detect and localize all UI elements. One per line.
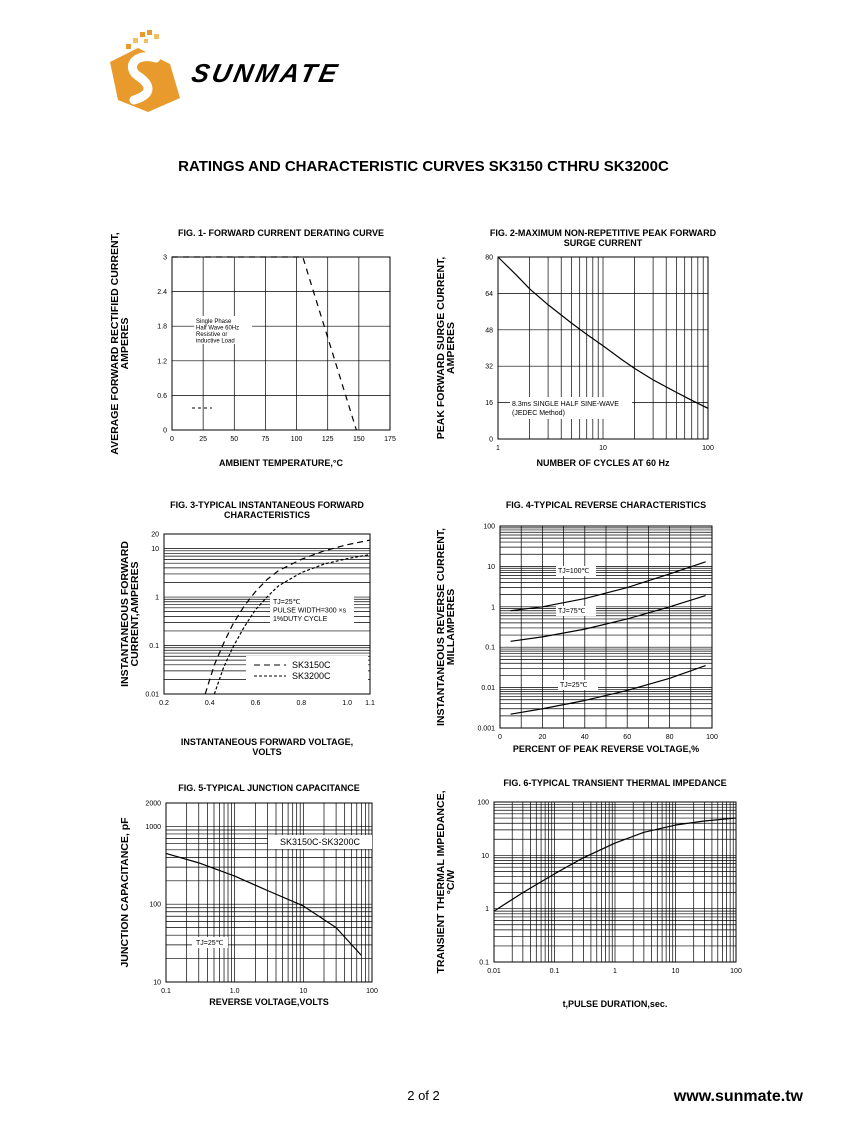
fig4-chart [434,495,734,765]
fig3-y-axis-label: INSTANTANEOUS FORWARD [119,541,131,687]
fig3-annotation-text: PULSE WIDTH=300 ×s [273,607,347,615]
fig4-series-label: TJ=100℃ [558,568,590,575]
fig5-legend-label: SK3150C-SK3200C [280,837,361,847]
fig3-annotation-text: TJ=25℃ [273,599,301,606]
fig5-x-axis-label: REVERSE VOLTAGE,VOLTS [209,997,329,1007]
fig3-y-tick-label: 10 [151,546,159,554]
fig4-y-tick-label: 10 [487,563,495,571]
fig2-y-tick-label: 0 [489,436,493,444]
fig1-y-axis-label: AMPERES [119,317,131,370]
fig4-series-tj-25- [511,666,706,715]
fig4-y-tick-label: 0.001 [477,725,495,733]
fig1-x-tick-label: 150 [353,436,365,443]
fig2-x-tick-label: 100 [702,445,714,452]
fig2-y-axis-label: AMPERES [445,322,457,374]
fig1-y-tick-label: 1.2 [157,358,167,366]
fig3-x-tick-label: 0.2 [159,700,169,707]
fig3-y-tick-label: 0.01 [145,691,159,699]
fig4-y-tick-label: 0.1 [485,644,495,652]
fig3-x-tick-label: 0.8 [296,700,307,707]
fig1-x-tick-label: 100 [290,436,303,443]
fig1-x-axis-label: AMBIENT TEMPERATURE,°C [219,458,343,468]
fig3-x-tick-label: 1.1 [365,700,375,707]
fig2-x-tick-label: 10 [599,445,607,452]
fig5-y-tick-label: 1000 [145,823,161,831]
fig1-x-tick-label: 125 [321,436,334,443]
fig2-chart [434,220,734,475]
fig4-y-tick-label: 100 [483,523,495,531]
fig6-y-tick-label: 1 [485,906,489,914]
brand-name: SUNMATE [188,58,343,88]
fig6-x-tick-label: 100 [730,968,742,975]
page-title: RATINGS AND CHARACTERISTIC CURVES SK3150 CTHRU SK3200C [178,158,669,175]
fig6-y-axis-label: °C/W [445,869,457,895]
fig3-title: FIG. 3-TYPICAL INSTANTANEOUS FORWARD [170,500,364,510]
fig6-x-tick-label: 1 [613,968,617,975]
fig6-y-axis-label: TRANSIENT THERMAL IMPEDANCE, [435,790,447,974]
fig1-x-tick-label: 0 [170,436,174,443]
fig6-y-tick-label: 0.1 [479,959,489,967]
fig3-y-tick-label: 20 [151,531,159,539]
fig2-x-tick-label: 1 [496,445,500,452]
page-number: 2 of 2 [407,1088,440,1103]
fig1-chart [108,220,408,475]
fig6-y-tick-label: 100 [477,799,489,807]
sunmate-logo-icon [104,28,186,114]
fig6-x-tick-label: 0.1 [549,968,560,975]
fig2-y-tick-label: 16 [485,400,493,408]
fig2-y-axis-label: PEAK FORWARD SURGE CURRENT, [435,256,447,440]
fig4-series-label: TJ=75℃ [558,608,586,615]
fig1-x-tick-label: 25 [199,436,208,443]
fig3-annotation-text: 1%DUTY CYCLE [273,616,328,623]
fig5-title: FIG. 5-TYPICAL JUNCTION CAPACITANCE [178,783,360,793]
fig2-y-tick-label: 80 [485,254,493,262]
fig2-y-tick-label: 64 [485,290,493,298]
fig3-x-tick-label: 1.0 [342,700,352,707]
fig4-x-tick-label: 0 [498,734,502,741]
fig3-x-tick-label: 0.4 [204,700,215,707]
fig5-y-axis-label: JUNCTION CAPACITANCE, pF [119,817,131,968]
fig6-title: FIG. 6-TYPICAL TRANSIENT THERMAL IMPEDANCE [503,778,727,788]
fig2-y-tick-label: 32 [485,363,493,371]
fig4-y-axis-label: MILLAMPERES [445,588,457,666]
fig3-x-axis-label: INSTANTANEOUS FORWARD VOLTAGE, [180,737,354,747]
fig4-title: FIG. 4-TYPICAL REVERSE CHARACTERISTICS [505,500,707,510]
fig5-x-tick-label: 0.1 [161,988,171,995]
fig3-y-axis-label: CURRENT,AMPERES [129,561,141,667]
fig5-y-tick-label: 10 [153,979,161,987]
fig4-x-tick-label: 80 [665,734,674,741]
fig1-y-tick-label: 1.8 [157,323,167,331]
fig4-x-axis-label: PERCENT OF PEAK REVERSE VOLTAGE,% [512,744,700,754]
fig6-x-axis-label: t,PULSE DURATION,sec. [562,999,668,1009]
fig3-legend-label: SK3200C [292,671,331,681]
fig4-series-label: TJ=25℃ [560,682,588,689]
fig4-y-axis-label: INSTANTANEOUS REVERSE CURRENT, [435,528,447,726]
fig1-annotation-text: inductive Load [196,338,235,345]
fig1-y-tick-label: 0 [163,427,167,435]
fig1-y-tick-label: 3 [163,254,167,262]
fig3-x-axis-label: VOLTS [252,747,282,757]
website-link[interactable]: www.sunmate.tw [673,1088,803,1105]
fig6-x-tick-label: 10 [671,968,680,975]
fig1-x-tick-label: 50 [230,436,239,443]
fig4-y-tick-label: 0.01 [481,685,495,693]
fig4-y-tick-label: 1 [491,604,495,612]
fig2-annotation-text: 8.3ms SINGLE HALF SINE-WAVE [512,401,619,408]
fig6-x-tick-label: 0.01 [487,968,501,975]
fig2-y-tick-label: 48 [485,327,493,335]
fig3-legend-label: SK3150C [292,660,331,670]
fig6-chart [434,775,754,1015]
fig5-y-tick-label: 100 [149,901,161,909]
fig1-annotation-text: Resistive or [196,332,228,338]
fig1-y-tick-label: 2.4 [157,289,167,297]
fig3-y-tick-label: 1 [155,594,159,602]
fig2-annotation-text: (JEDEC Method) [512,410,565,417]
fig5-annotation-text: TJ=25℃ [196,940,224,947]
fig6-y-tick-label: 10 [481,852,489,860]
fig4-x-tick-label: 60 [623,734,632,741]
fig5-chart [108,775,408,1015]
fig4-series-tj-75- [511,596,706,642]
fig5-x-tick-label: 100 [366,988,378,995]
fig4-x-tick-label: 20 [538,734,547,741]
fig1-y-axis-label: AVERAGE FORWARD RECTIFIED CURRENT, [109,232,121,455]
fig3-x-tick-label: 0.6 [250,700,261,707]
fig5-x-tick-label: 10 [299,988,308,995]
fig2-title: SURGE CURRENT [563,238,643,248]
fig3-title: CHARACTERISTICS [223,510,311,520]
fig1-x-tick-label: 175 [384,436,396,443]
fig5-y-tick-label: 2000 [145,800,161,808]
fig1-x-tick-label: 75 [261,436,270,443]
fig1-annotation-text: Half Wave 60Hz [196,325,240,332]
fig1-annotation-text: Single Phase [196,319,232,325]
fig5-x-tick-label: 1.0 [229,988,240,995]
fig3-chart [108,495,408,765]
fig3-y-tick-label: 0.1 [149,643,159,651]
fig1-y-tick-label: 0.6 [157,392,167,400]
fig2-title: FIG. 2-MAXIMUM NON-REPETITIVE PEAK FORWARD [489,228,717,238]
fig4-x-tick-label: 100 [706,734,718,741]
logo-pixel-squares [126,30,159,49]
fig4-series-tj-100- [511,562,706,611]
fig2-x-axis-label: NUMBER OF CYCLES AT 60 Hz [536,458,670,468]
fig1-title: FIG. 1- FORWARD CURRENT DERATING CURVE [177,228,385,238]
fig4-x-tick-label: 40 [580,734,589,741]
